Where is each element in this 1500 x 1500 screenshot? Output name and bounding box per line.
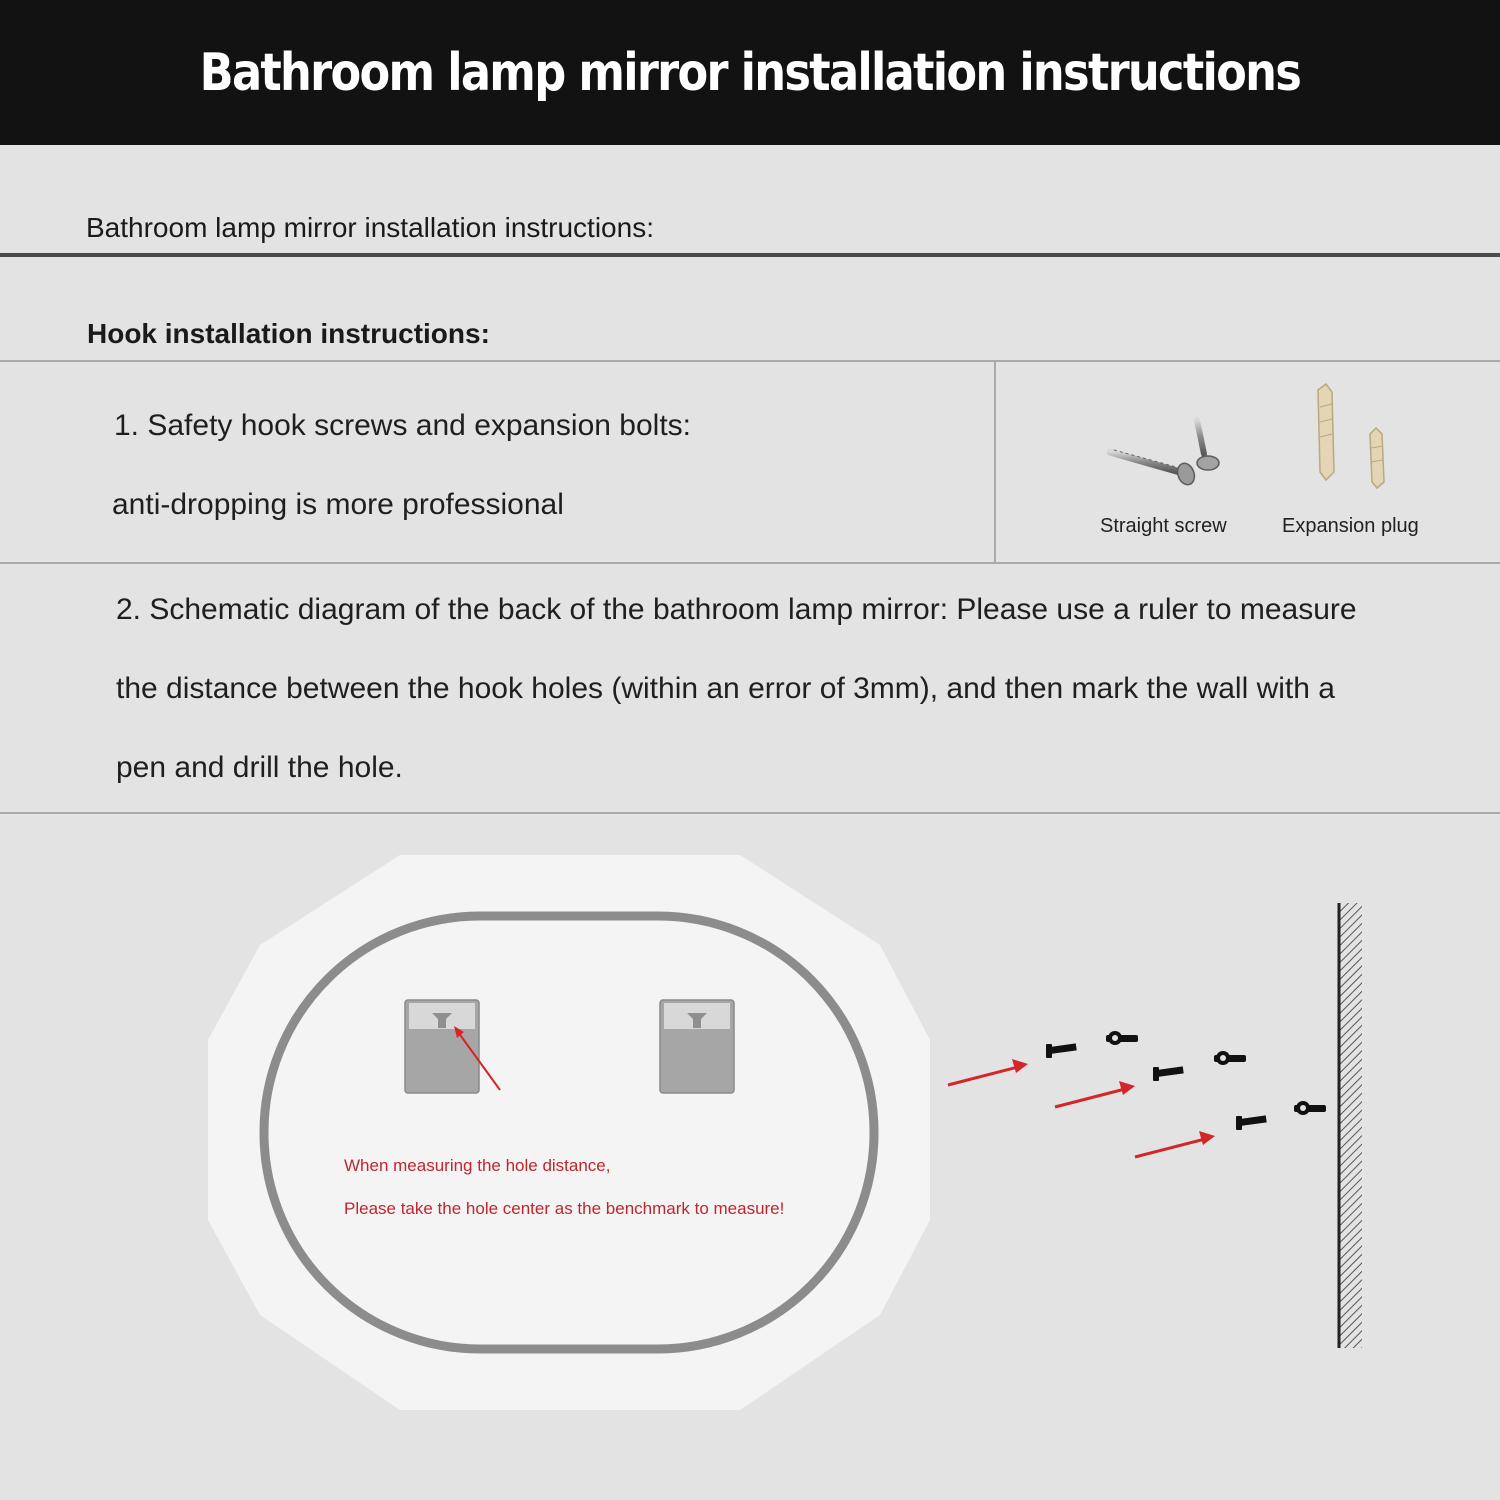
screw-icon <box>1153 1066 1184 1081</box>
table-column-divider <box>994 361 996 564</box>
mirror-backplate <box>208 855 930 1410</box>
screw-icon <box>1100 410 1230 490</box>
step2-line1: 2. Schematic diagram of the back of the bathroom lamp mirror: Please use a ruler to measure <box>116 593 1357 626</box>
expansion-plug-label: Expansion plug <box>1282 515 1419 537</box>
insert-arrow <box>948 1059 1028 1085</box>
insert-arrow <box>1135 1131 1215 1157</box>
section-title: Bathroom lamp mirror installation instructions: <box>86 212 654 243</box>
screw-icon <box>1236 1115 1267 1130</box>
insert-arrow <box>1055 1081 1135 1107</box>
table-bottom-border <box>0 812 1500 814</box>
wall <box>1338 903 1362 1348</box>
measure-note-line2: Please take the hole center as the benchmark to measure! <box>344 1199 785 1218</box>
hook-fitting-icon <box>1106 1031 1138 1045</box>
header-banner <box>0 0 1500 145</box>
expansion-plug-icon <box>1310 382 1400 492</box>
mirror-back-diagram <box>200 850 940 1420</box>
straight-screw-label: Straight screw <box>1100 515 1227 537</box>
section-divider <box>0 253 1500 257</box>
step2-line2: the distance between the hook holes (within an error of 3mm), and then mark the wall with a <box>116 672 1335 705</box>
step2-line3: pen and drill the hole. <box>116 751 403 784</box>
measure-note-line1: When measuring the hole distance, <box>344 1156 611 1175</box>
hook-fitting-icon <box>1214 1051 1246 1065</box>
page-title: Bathroom lamp mirror installation instructions <box>199 42 1301 103</box>
wall-installation-diagram <box>940 895 1380 1355</box>
step1-line2: anti-dropping is more professional <box>112 488 564 521</box>
screw-icon <box>1046 1043 1077 1058</box>
step1-line1: 1. Safety hook screws and expansion bolts: <box>114 409 692 442</box>
hook-fitting-icon <box>1294 1101 1326 1115</box>
table-row-divider <box>0 562 1500 564</box>
hook-bracket-right <box>660 1000 734 1093</box>
table-top-border <box>0 360 1500 362</box>
hook-title: Hook installation instructions: <box>87 318 490 349</box>
